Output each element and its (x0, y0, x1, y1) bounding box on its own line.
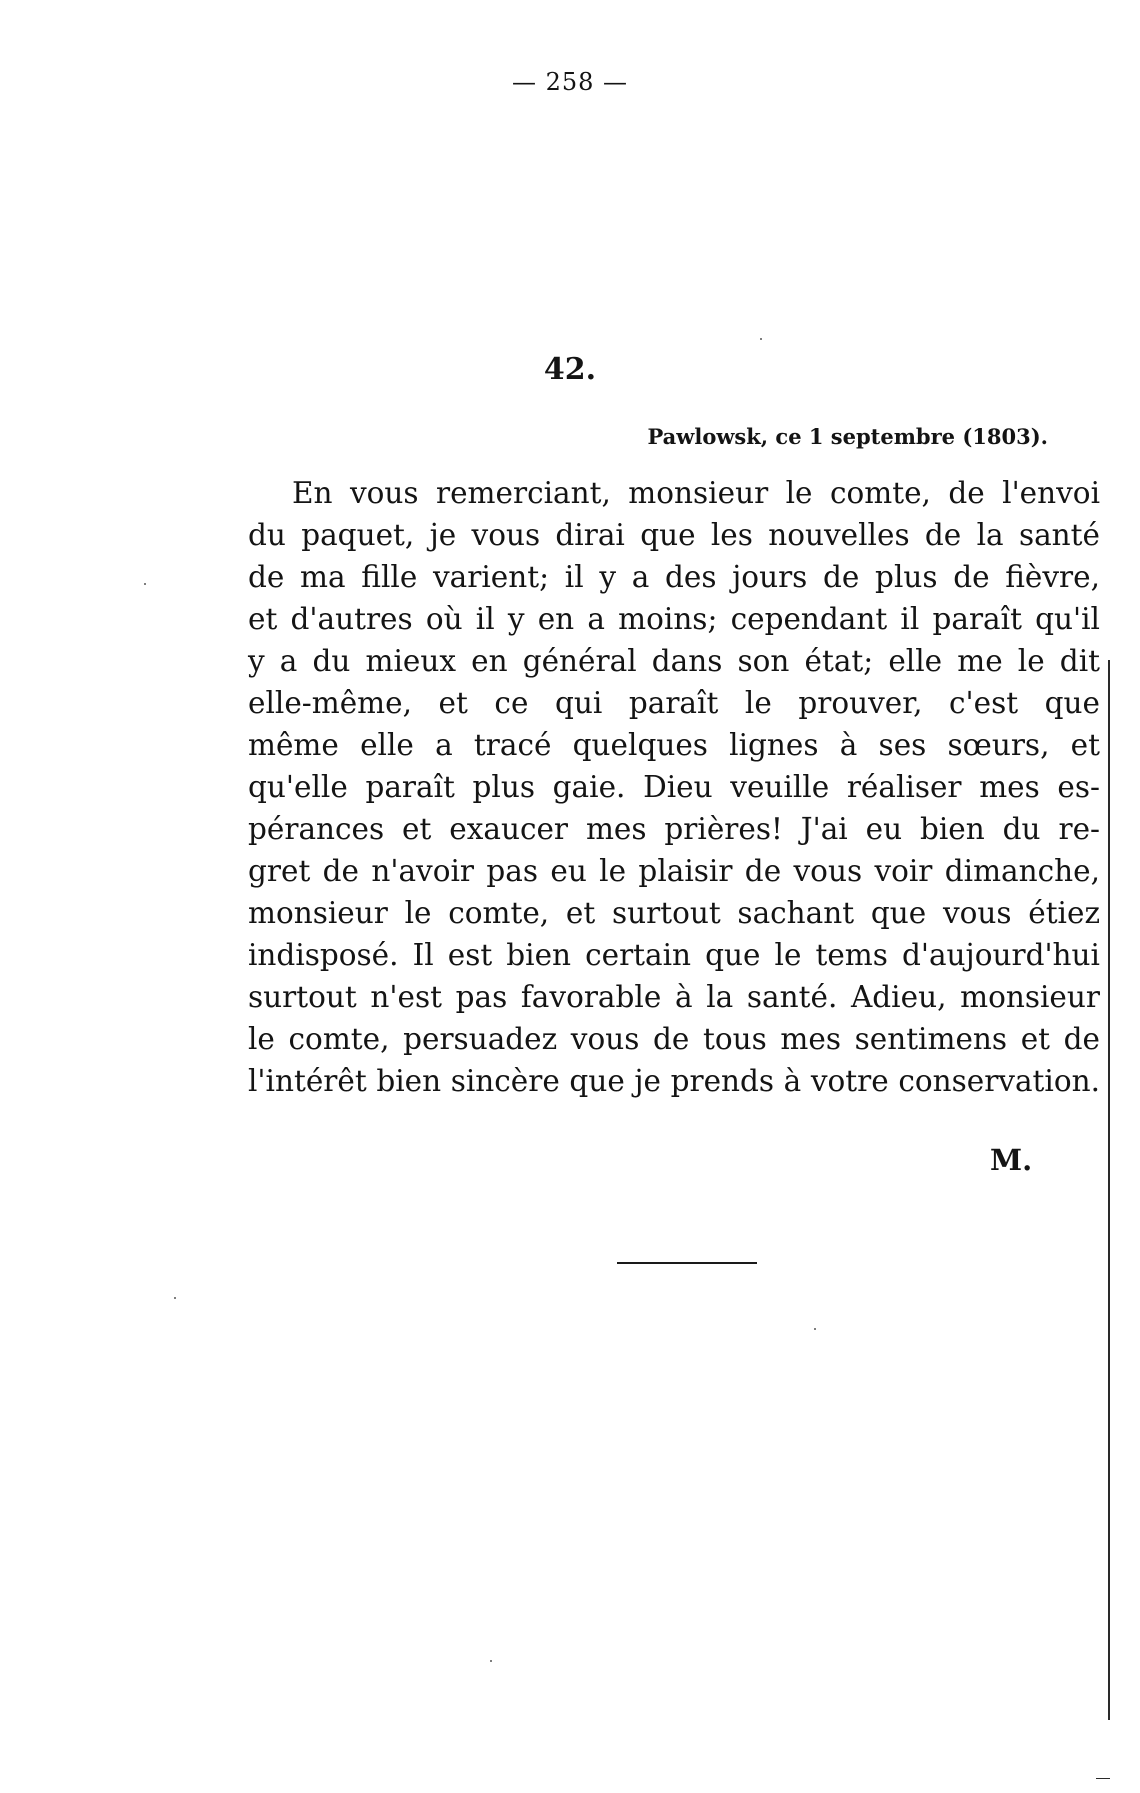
letter-body (248, 472, 1100, 1102)
scan-speck (814, 1328, 816, 1330)
dateline: Pawlowsk, ce 1 septembre (1803). (647, 424, 1048, 449)
body-line: pérances et exaucer mes prières! J'ai eu bien du re- (248, 812, 1100, 846)
body-line: indisposé. Il est bien certain que le tems d'aujourd'hui (248, 938, 1100, 972)
signature: M. (990, 1143, 1033, 1177)
body-line: l'intérêt bien sincère que je prends à votre conservation. (248, 1064, 1100, 1098)
scan-speck (490, 1660, 492, 1662)
body-line: même elle a tracé quelques lignes à ses sœurs, et (248, 728, 1100, 762)
body-line: elle-même, et ce qui paraît le prouver, c'est que (248, 686, 1100, 720)
body-line: le comte, persuadez vous de tous mes sentimens et de (248, 1022, 1100, 1056)
body-line: du paquet, je vous dirai que les nouvelles de la santé (248, 518, 1100, 552)
body-line: et d'autres où il y en a moins; cependant il paraît qu'il (248, 602, 1100, 636)
page-edge-line (1108, 660, 1110, 1720)
letter-number: 42. (543, 352, 597, 387)
body-line: monsieur le comte, et surtout sachant que vous étiez (248, 896, 1100, 930)
scan-speck (144, 583, 146, 585)
scan-speck (760, 338, 762, 340)
body-line: surtout n'est pas favorable à la santé. Adieu, monsieur (248, 980, 1100, 1014)
scan-speck (174, 1297, 176, 1299)
body-line: qu'elle paraît plus gaie. Dieu veuille réaliser mes es- (248, 770, 1100, 804)
body-line: de ma fille varient; il y a des jours de plus de fièvre, (248, 560, 1100, 594)
page-edge-mark (1096, 1778, 1110, 1779)
body-line: En vous remerciant, monsieur le comte, de l'envoi (292, 476, 1100, 510)
page-number: — 258 — (511, 68, 629, 96)
body-line: gret de n'avoir pas eu le plaisir de vous voir dimanche, (248, 854, 1100, 888)
body-line: y a du mieux en général dans son état; elle me le dit (248, 644, 1100, 678)
section-divider-rule (617, 1262, 757, 1264)
